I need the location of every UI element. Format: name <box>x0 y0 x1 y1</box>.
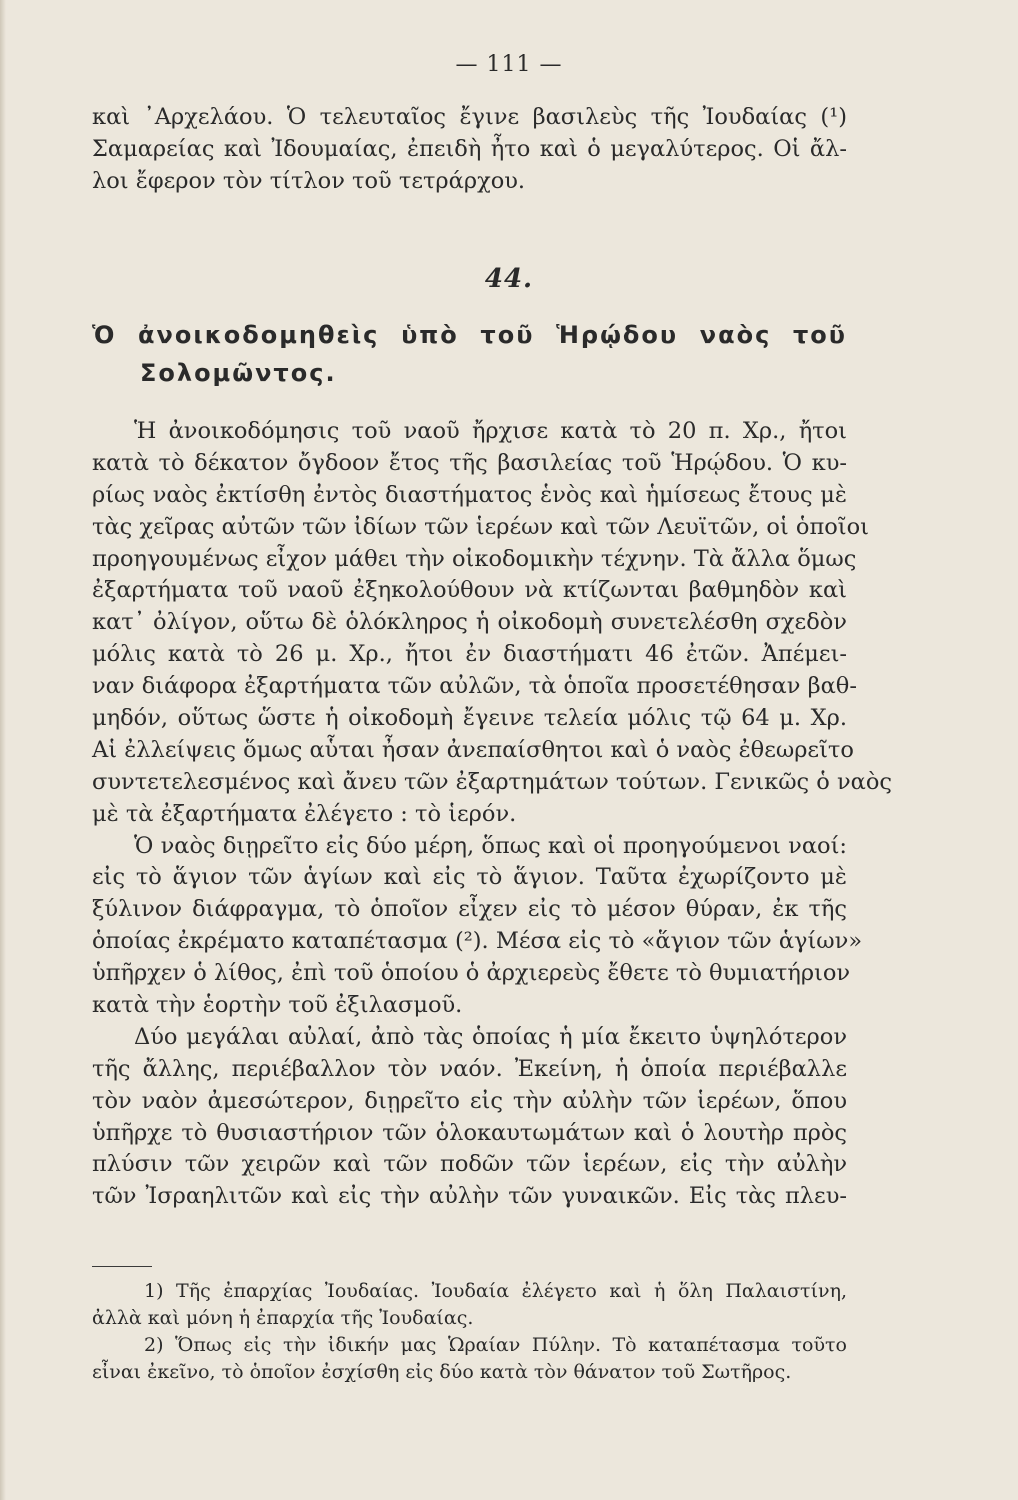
text-line: ναν διάφορα ἐξαρτήματα τῶν αὐλῶν, τὰ ὁποῖα προσετέθησαν βαθ- <box>92 673 857 700</box>
text-line: ξύλινον διάφραγμα, τὸ ὁποῖον εἶχεν εἰς τὸ μέσον θύραν, ἐκ τῆς <box>92 896 847 923</box>
footnote-separator <box>92 1266 152 1267</box>
text-line: τὰς χεῖρας αὐτῶν τῶν ἰδίων τῶν ἱερέων καὶ τῶν Λευϊτῶν, οἱ ὁποῖοι <box>92 513 869 540</box>
text-line: λοι ἔφερον τὸν τίτλον τοῦ τετράρχου. <box>92 167 526 194</box>
text-line: μηδόν, οὕτως ὥστε ἡ οἰκοδομὴ ἔγεινε τελεία μόλις τῷ 64 μ. Χρ. <box>92 705 847 732</box>
footnotes <box>92 1278 847 1386</box>
text-line: ὁποίας ἐκρέματο καταπέτασμα (²). Μέσα εἰς τὸ «ἅγιον τῶν ἁγίων» <box>92 928 863 955</box>
text-line: Ὁ ναὸς διῃρεῖτο εἰς δύο μέρη, ὅπως καὶ οἱ προηγούμενοι ναοί: <box>134 832 847 859</box>
footnote-line: 2) Ὅπως εἰς τὴν ἰδικήν μας Ὡραίαν Πύλην. Τὸ καταπέτασμα τοῦτο <box>144 1334 847 1356</box>
page-edge-shadow <box>0 0 6 1500</box>
footnote-line: 1) Τῆς ἐπαρχίας Ἰουδαίας. Ἰουδαία ἐλέγετο καὶ ἡ ὅλη Παλαιστίνη, <box>144 1280 847 1302</box>
section-title-line: Ὁ ἀνοικοδομηθεὶς ὑπὸ τοῦ Ἡρῴδου ναὸς τοῦ <box>92 321 847 349</box>
text-line: ὑπῆρχεν ὁ λίθος, ἐπὶ τοῦ ὁποίου ὁ ἀρχιερεὺς ἔθετε τὸ θυμιατήριον <box>92 960 851 987</box>
section-title-line: Σολομῶντος. <box>140 359 337 387</box>
footnote-line: ἀλλὰ καὶ μόνη ἡ ἐπαρχία τῆς Ἰουδαίας. <box>92 1307 474 1329</box>
text-line: συντετελεσμένος καὶ ἄνευ τῶν ἐξαρτημάτων τούτων. Γενικῶς ὁ ναὸς <box>92 768 893 795</box>
section-title <box>92 316 847 392</box>
text-line: μόλις κατὰ τὸ 26 μ. Χρ., ἤτοι ἐν διαστήματι 46 ἐτῶν. Ἀπέμει- <box>92 641 847 668</box>
text-line: πλύσιν τῶν χειρῶν καὶ τῶν ποδῶν τῶν ἱερέων, εἰς τὴν αὐλὴν <box>92 1151 847 1178</box>
footnote-line: εἶναι ἐκεῖνο, τὸ ὁποῖον ἐσχίσθη εἰς δύο κατὰ τὸν θάνατον τοῦ Σωτῆρος. <box>92 1361 792 1383</box>
text-line: Σαμαρείας καὶ Ἰδουμαίας, ἐπειδὴ ἦτο καὶ ὁ μεγαλύτερος. Οἱ ἄλ- <box>92 135 847 162</box>
text-line: Αἱ ἐλλείψεις ὅμως αὗται ἦσαν ἀνεπαίσθητοι καὶ ὁ ναὸς ἐθεωρεῖτο <box>92 736 854 763</box>
text-line: τῶν Ἰσραηλιτῶν καὶ εἰς τὴν αὐλὴν τῶν γυναικῶν. Εἰς τὰς πλευ- <box>92 1183 847 1210</box>
paragraph-1 <box>92 416 893 1213</box>
text-line: ἐξαρτήματα τοῦ ναοῦ ἐξηκολούθουν νὰ κτίζωνται βαθμηδὸν καὶ <box>92 577 847 604</box>
text-line: Ἡ ἀνοικοδόμησις τοῦ ναοῦ ἤρχισε κατὰ τὸ 20 π. Χρ., ἤτοι <box>134 418 847 444</box>
text-line: μὲ τὰ ἐξαρτήματα ἐλέγετο : τὸ ἱερόν. <box>92 800 517 827</box>
text-line: κατ᾿ ὀλίγον, οὕτω δὲ ὁλόκληρος ἡ οἰκοδομὴ συνετελέσθη σχεδὸν <box>92 609 847 636</box>
text-line: καὶ ᾿Αρχελάου. Ὁ τελευταῖος ἔγινε βασιλεὺς τῆς Ἰουδαίας (¹) <box>92 104 847 130</box>
text-line: τῆς ἄλλης, περιέβαλλον τὸν ναόν. Ἐκείνη, ἡ ὁποία περιέβαλλε <box>92 1055 847 1082</box>
text-line: ρίως ναὸς ἐκτίσθη ἐντὸς διαστήματος ἑνὸς καὶ ἡμίσεως ἔτους μὲ <box>92 481 847 508</box>
text-line: τὸν ναὸν ἀμεσώτερον, διῃρεῖτο εἰς τὴν αὐλὴν τῶν ἱερέων, ὅπου <box>92 1087 847 1114</box>
intro-text <box>92 102 847 198</box>
text-line: κατὰ τὴν ἑορτὴν τοῦ ἐξιλασμοῦ. <box>92 992 463 1019</box>
text-line: ὑπῆρχε τὸ θυσιαστήριον τῶν ὁλοκαυτωμάτων καὶ ὁ λουτὴρ πρὸς <box>92 1119 847 1146</box>
text-line: εἰς τὸ ἅγιον τῶν ἁγίων καὶ εἰς τὸ ἅγιον. Ταῦτα ἐχωρίζοντο μὲ <box>92 864 847 891</box>
text-line: προηγουμένως εἶχον μάθει τὴν οἰκοδομικὴν τέχνην. Τὰ ἄλλα ὅμως <box>92 545 857 572</box>
text-line: Δύο μεγάλαι αὐλαί, ἀπὸ τὰς ὁποίας ἡ μία ἔκειτο ὑψηλότερον <box>134 1023 847 1050</box>
section-number: 44. <box>484 264 534 294</box>
text-line: κατὰ τὸ δέκατον ὄγδοον ἔτος τῆς βασιλείας τοῦ Ἡρῴδου. Ὁ κυ- <box>92 449 847 476</box>
page-number: — 111 — <box>455 52 563 77</box>
